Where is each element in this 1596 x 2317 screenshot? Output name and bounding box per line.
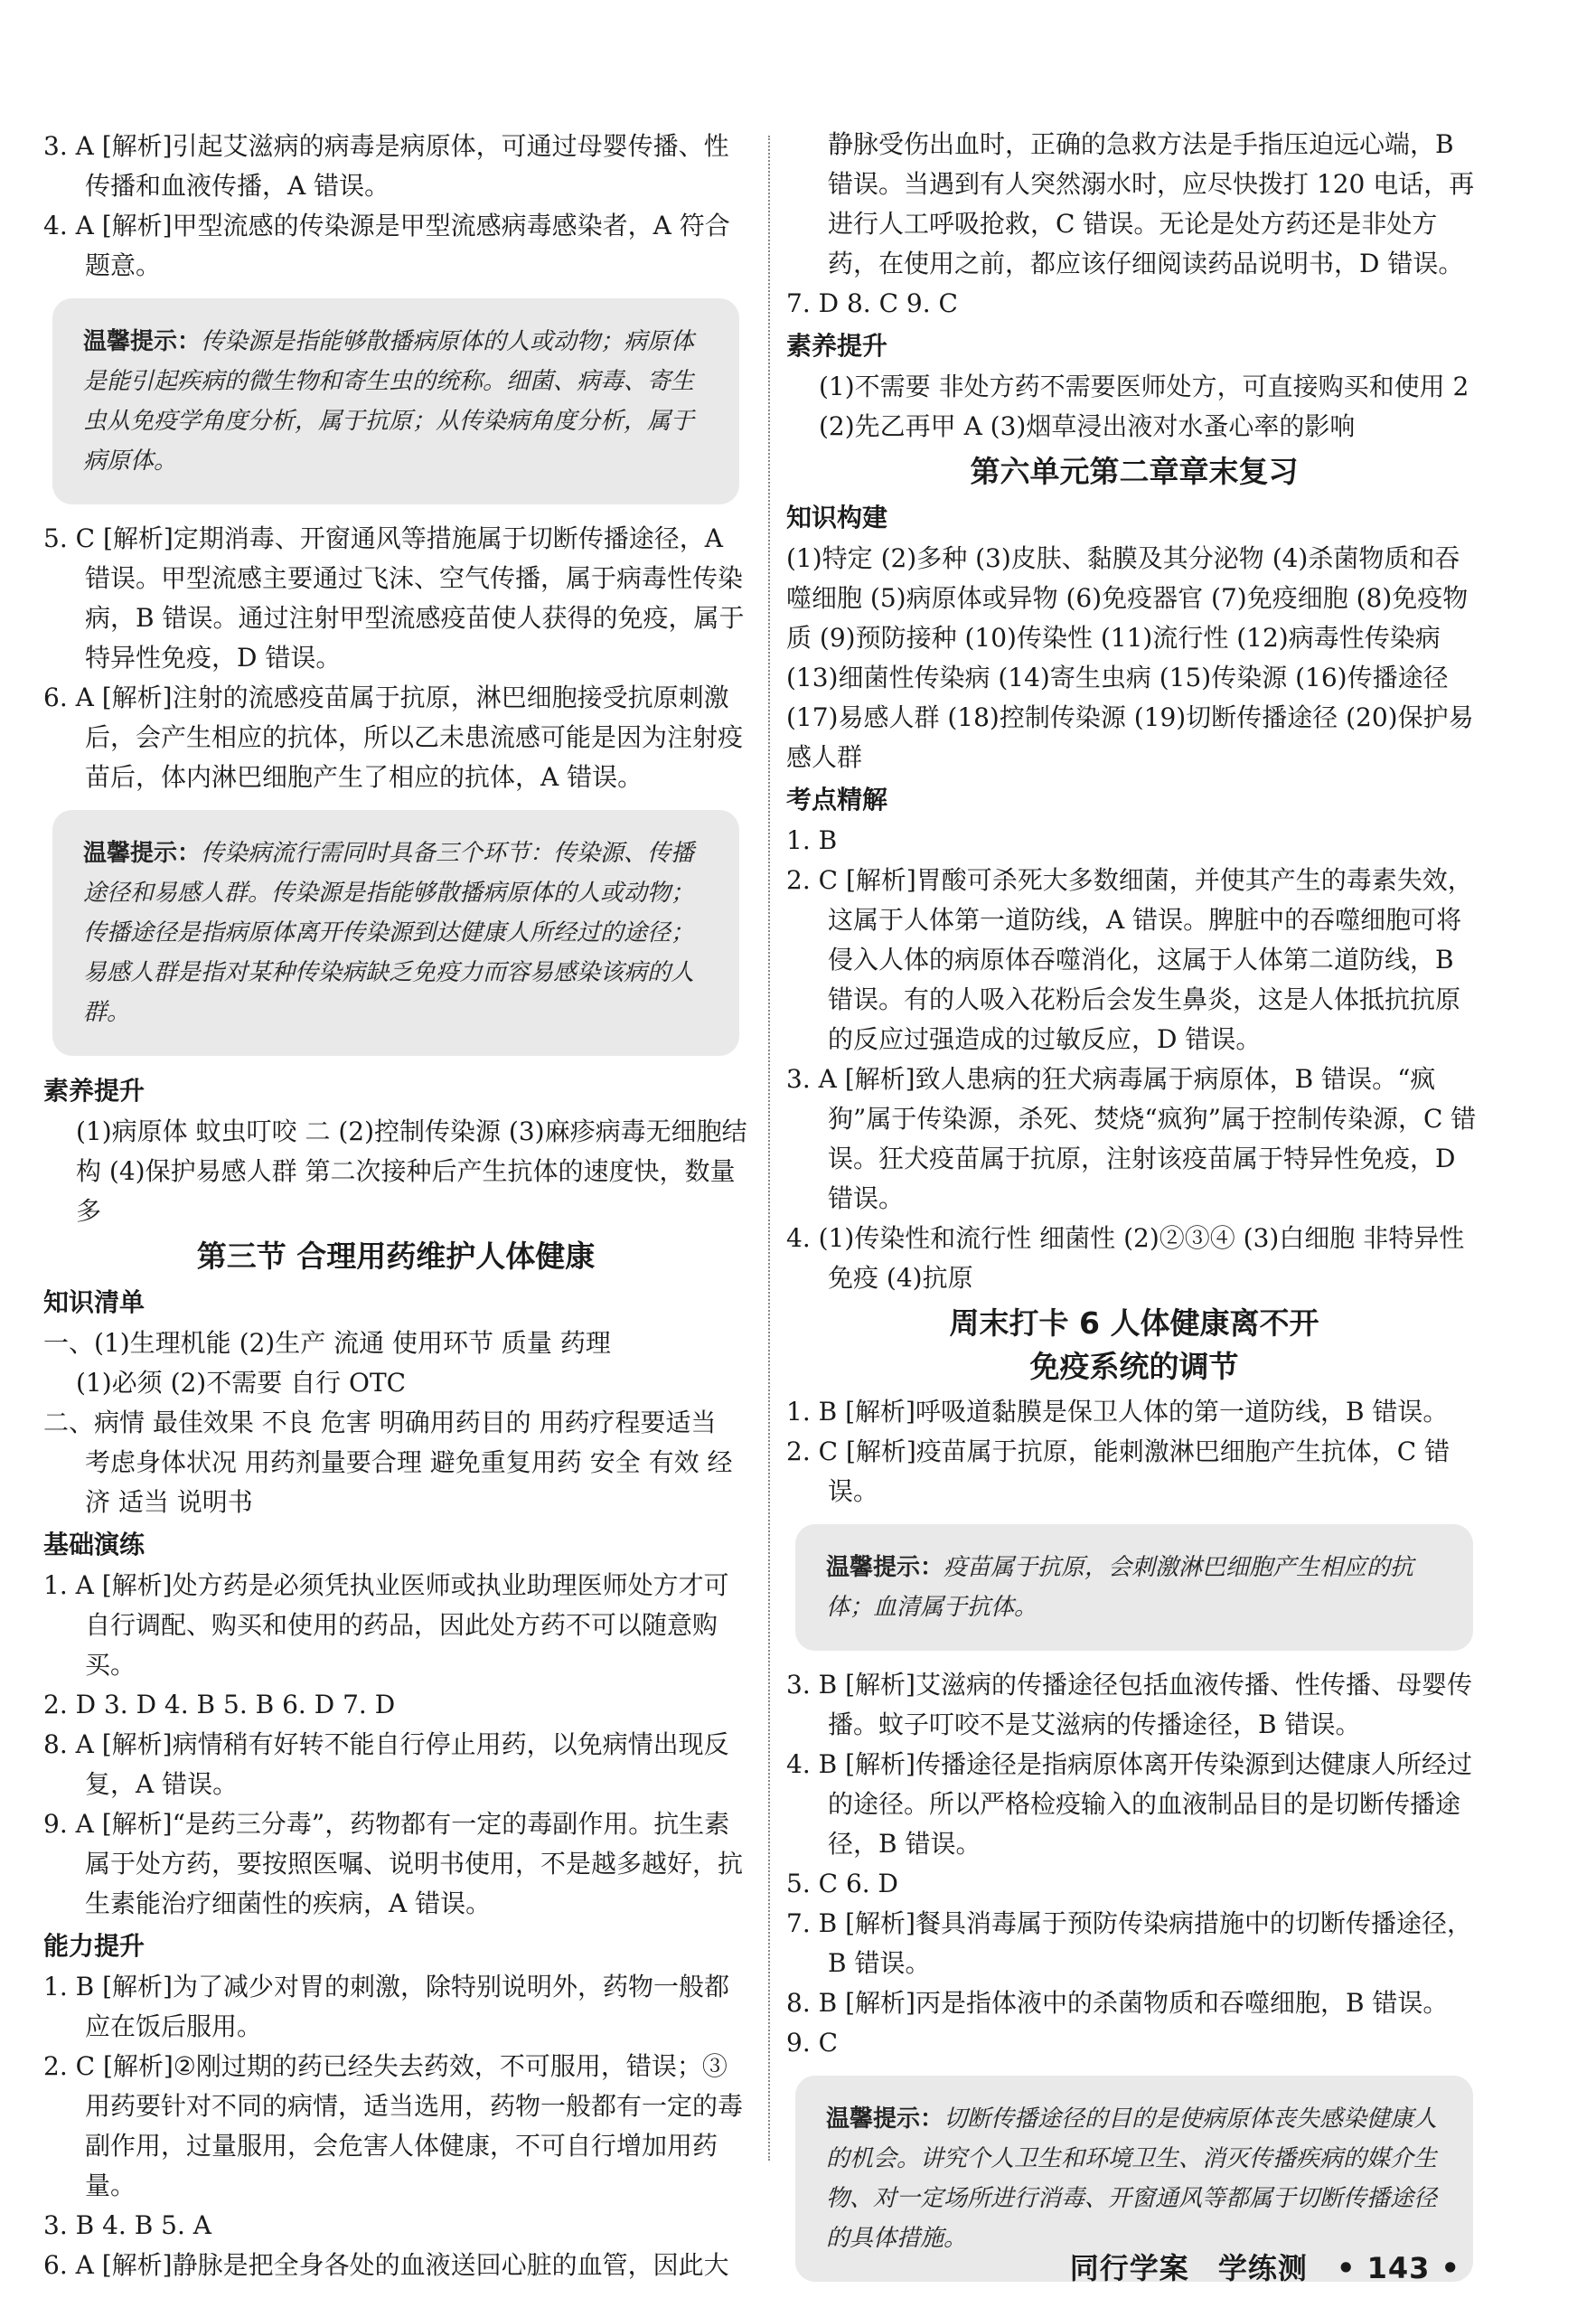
answer-item: 1. A [解析]处方药是必须凭执业医师或执业助理医师处方才可自行调配、购买和使用的药品，因此处方药不可以随意购买。 — [43, 1570, 729, 1680]
knowledge-line: (1)特定 (2)多种 (3)皮肤、黏膜及其分泌物 (4)杀菌物质和吞噬细胞 (5)病原体或异物 (6)免疫器官 (7)免疫细胞 (8)免疫物质 (9)预防接种 (10)传染性 (11)流行性 (12)病毒性传染病 (13)细菌性传染病 (14)寄生虫病 (15)传染源 (16)传播途径 (17)易感人群 (18)控制传染源 (19)切断传播途径 (20)保护易感人群 — [786, 543, 1474, 772]
tip-label: 温馨提示： — [83, 840, 202, 867]
section-heading: 能力提升 — [43, 1931, 146, 1961]
answer-continued: 静脉受伤出血时，正确的急救方法是手指压迫远心端，B 错误。当遇到有人突然溺水时，应尽快拨打 120 电话，再进行人工呼吸抢救，C 错误。无论是处方药还是非处方药，在使用之前，都应该仔细阅读药品说明书，D 错误。 — [828, 129, 1475, 278]
answer-6: 6. A [解析]注射的流感疫苗属于抗原，淋巴细胞接受抗原刺激后，会产生相应的抗体，所以乙未患流感可能是因为注射疫苗后，体内淋巴细胞产生了相应的抗体，A 错误。 — [43, 683, 744, 792]
answer-5: 5. C [解析]定期消毒、开窗通风等措施属于切断传播途径，A 错误。甲型流感主要通过飞沫、空气传播，属于病毒性传染病，B 错误。通过注射甲型流感疫苗使人获得的免疫，属于特异性免疫，D 错误。 — [43, 523, 745, 673]
literacy-answers: (1)病原体 蚊虫叮咬 二 (2)控制传染源 (3)麻疹病毒无细胞结构 (4)保护易感人群 第二次接种后产生抗体的速度快，数量多 — [76, 1116, 747, 1226]
section-heading: 知识清单 — [43, 1287, 146, 1317]
tip-label: 温馨提示： — [826, 2105, 944, 2133]
answer-4: 4. A [解析]甲型流感的传染源是甲型流感病毒感染者，A 符合题意。 — [43, 211, 730, 280]
answer-item: 2. D 3. D 4. B 5. B 6. D 7. D — [43, 1690, 396, 1719]
footer-subtitle: 学练测 — [1217, 2251, 1308, 2285]
answer-item: 1. B [解析]呼吸道黏膜是保卫人体的第一道防线，B 错误。 — [786, 1397, 1449, 1427]
answer-item: 5. C 6. D — [786, 1869, 899, 1898]
section-heading: 基础演练 — [43, 1530, 146, 1559]
answer-item: 1. B [解析]为了减少对胃的刺激，除特别说明外，药物一般都应在饭后服用。 — [43, 1972, 729, 2041]
tip-label: 温馨提示： — [83, 328, 202, 355]
tip-text: 传染病流行需同时具备三个环节：传染源、传播途径和易感人群。传染源是指能够散播病原体的人或动物；传播途径是指病原体离开传染源到达健康人所经过的途径；易感人群是指对某种传染病缺乏免疫力而容易感染该病的人群。 — [83, 840, 695, 1026]
tip-box — [52, 298, 739, 504]
section-title: 第六单元第二章章末复习 — [970, 454, 1299, 489]
tip-text: 切断传播途径的目的是使病原体丧失感染健康人的机会。讲究个人卫生和环境卫生、消灭传播疾病的媒介生物、对一定场所进行消毒、开窗通风等都属于切断传播途径的具体措施。 — [826, 2105, 1438, 2252]
answer-item: 8. A [解析]病情稍有好转不能自行停止用药，以免病情出现反复，A 错误。 — [43, 1729, 729, 1799]
knowledge-line: 一、(1)生理机能 (2)生产 流通 使用环节 质量 药理 — [43, 1328, 611, 1358]
left-column — [43, 127, 748, 2285]
answer-item: 2. C [解析]胃酸可杀死大多数细菌，并使其产生的毒素失效，这属于人体第一道防线，A 错误。脾脏中的吞噬细胞可将侵入人体的病原体吞噬消化，这属于人体第二道防线，B 错误。有的人吸入花粉后会发生鼻炎，这是人体抵抗抗原的反应过强造成的过敏反应，D 错误。 — [786, 865, 1473, 1054]
tip-text: 传染源是指能够散播病原体的人或动物；病原体是能引起疾病的微生物和寄生虫的统称。细菌、病毒、寄生虫从免疫学角度分析，属于抗原；从传染病角度分析，属于病原体。 — [83, 328, 695, 475]
section-heading: 考点精解 — [786, 785, 888, 815]
tip-box — [52, 810, 739, 1056]
answer-3: 3. A [解析]引起艾滋病的病毒是病原体，可通过母婴传播、性传播和血液传播，A 错误。 — [43, 131, 729, 201]
answer-item: 3. B 4. B 5. A — [43, 2210, 212, 2240]
answer-item: 7. D 8. C 9. C — [786, 288, 958, 318]
answer-item: 8. B [解析]丙是指体液中的杀菌物质和吞噬细胞，B 错误。 — [786, 1988, 1449, 2018]
knowledge-line: 二、病情 最佳效果 不良 危害 明确用药目的 用药疗程要适当 考虑身体状况 用药剂量要合理 避免重复用药 安全 有效 经济 适当 说明书 — [43, 1408, 733, 1517]
answer-item: 7. B [解析]餐具消毒属于预防传染病措施中的切断传播途径，B 错误。 — [786, 1908, 1472, 1978]
answer-item: 1. B — [786, 825, 838, 855]
answer-item: 3. B [解析]艾滋病的传播途径包括血液传播、性传播、母婴传播。蚊子叮咬不是艾滋病的传播途径，B 错误。 — [786, 1670, 1472, 1739]
column-divider — [768, 136, 771, 2161]
answer-item: 2. C [解析]疫苗属于抗原，能刺激淋巴细胞产生抗体，C 错误。 — [786, 1436, 1450, 1506]
section-heading: 素养提升 — [43, 1076, 146, 1106]
answer-item: 4. B [解析]传播途径是指病原体离开传染源到达健康人所经过的途径。所以严格检疫输入的血液制品目的是切断传播途径，B 错误。 — [786, 1749, 1472, 1859]
section-heading: 素养提升 — [786, 331, 888, 361]
section-heading: 知识构建 — [786, 503, 888, 532]
right-column — [786, 125, 1482, 2296]
answer-item: 2. C [解析]②刚过期的药已经失去药效，不可服用，错误；③用药要针对不同的病情，适当选用，药物一般都有一定的毒副作用，过量服用，会危害人体健康，不可自行增加用药量。 — [43, 2051, 744, 2200]
answer-item: 3. A [解析]致人患病的狂犬病毒属于病原体，B 错误。“疯狗”属于传染源，杀死、焚烧“疯狗”属于控制传染源，C 错误。狂犬疫苗属于抗原，注射该疫苗属于特异性免疫，D 错误。 — [786, 1064, 1477, 1213]
answer-item: 6. A [解析]静脉是把全身各处的血液送回心脏的血管，因此大 — [43, 2250, 729, 2280]
section-title: 第三节 合理用药维护人体健康 — [196, 1239, 596, 1274]
section-title: 周末打卡 6 人体健康离不开 — [949, 1305, 1319, 1341]
tip-label: 温馨提示： — [826, 1554, 944, 1581]
section-title: 免疫系统的调节 — [1029, 1349, 1239, 1384]
page-number: • 143 • — [1337, 2251, 1460, 2285]
tip-box — [795, 1524, 1473, 1651]
answer-item: 9. A [解析]“是药三分毒”，药物都有一定的毒副作用。抗生素属于处方药，要按照医嘱、说明书使用，不是越多越好，抗生素能治疗细菌性的疾病，A 错误。 — [43, 1809, 744, 1918]
answer-item: 9. C — [786, 2028, 839, 2058]
answer-item: 4. (1)传染性和流行性 细菌性 (2)②③④ (3)白细胞 非特异性免疫 (4)抗原 — [786, 1223, 1465, 1293]
footer-brand: 同行学案 — [1069, 2251, 1189, 2285]
knowledge-line: (1)必须 (2)不需要 自行 OTC — [76, 1368, 407, 1398]
literacy-answers: (1)不需要 非处方药不需要医师处方，可直接购买和使用 2 (2)先乙再甲 A (3)烟草浸出液对水蚤心率的影响 — [819, 372, 1469, 441]
page-footer — [1052, 2246, 1460, 2287]
tip-text: 疫苗属于抗原，会刺激淋巴细胞产生相应的抗体；血清属于抗体。 — [826, 1554, 1414, 1621]
